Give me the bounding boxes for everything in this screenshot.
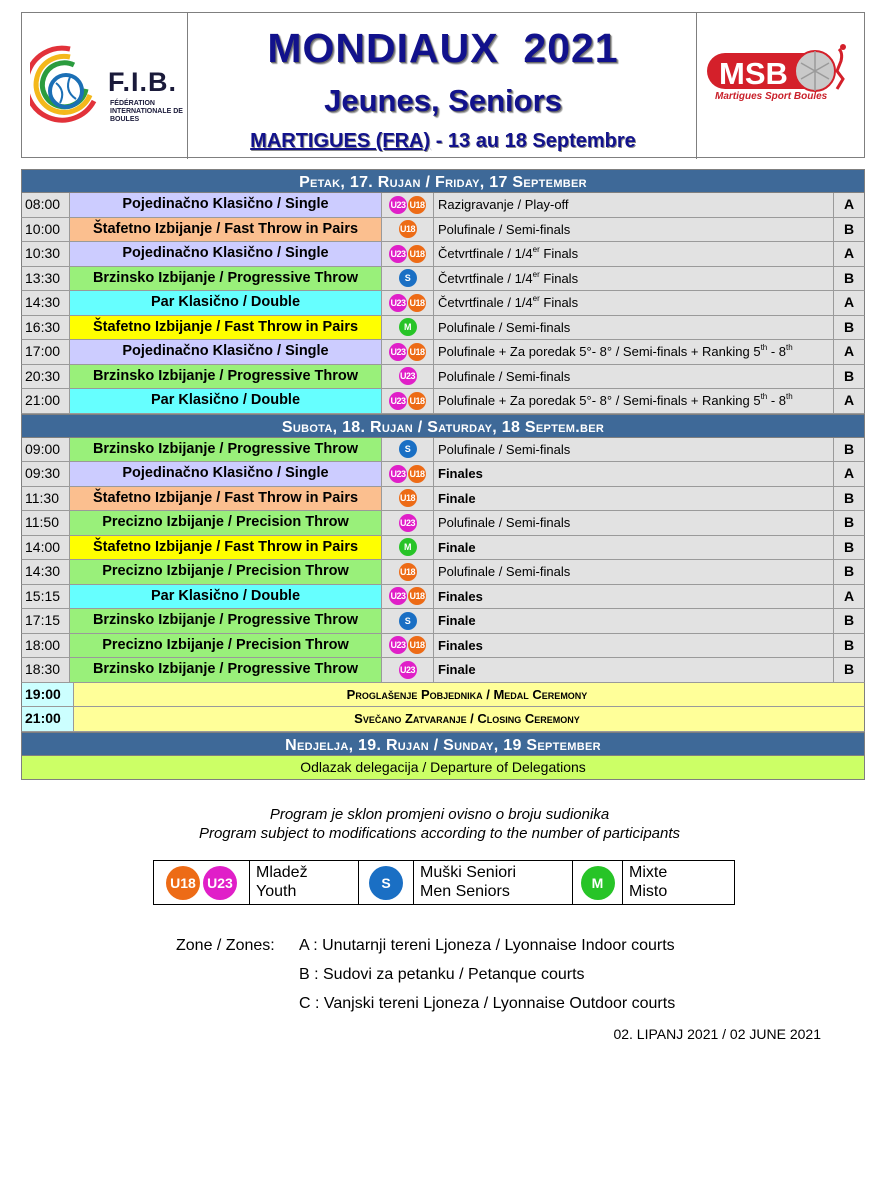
row-categories <box>382 267 434 291</box>
u18-badge-icon: U18 <box>399 220 417 238</box>
row-event: Štafetno Izbijanje / Fast Throw in Pairs <box>70 218 382 242</box>
fib-emblem-icon <box>30 39 102 135</box>
schedule-row <box>21 291 865 316</box>
u23-badge-icon: U23 <box>399 514 417 532</box>
row-event: Par Klasično / Double <box>70 389 382 413</box>
category-legend <box>153 860 735 905</box>
schedule-note <box>0 805 879 843</box>
s-badge-icon: S <box>399 440 417 458</box>
row-round: Finales <box>434 585 834 609</box>
u23-badge-icon: U23 <box>389 465 407 483</box>
row-time: 15:15 <box>22 585 70 609</box>
row-zone: B <box>843 538 855 555</box>
row-categories <box>382 389 434 413</box>
u18-badge-icon: U18 <box>408 636 426 654</box>
day-header-friday: Petak, 17. Rujan / Friday, 17 September <box>21 169 865 193</box>
m-badge-icon: M <box>399 538 417 556</box>
row-zone: B <box>843 636 855 653</box>
row-categories <box>382 585 434 609</box>
legend-mixte-line1: Mixte <box>629 864 668 881</box>
row-zone: B <box>843 563 855 579</box>
row-round: Četvrtfinale / 1/4er Finals <box>434 242 834 266</box>
schedule-row <box>21 462 865 487</box>
row-time: 20:30 <box>22 365 70 389</box>
row-round: Finale <box>434 536 834 560</box>
row-event: Brzinsko Izbijanje / Progressive Throw <box>70 658 382 682</box>
row-time: 09:00 <box>22 438 70 462</box>
fib-logo-name: F.I.B. <box>108 67 178 97</box>
row-round: Finale <box>434 609 834 633</box>
u18-badge-icon: U18 <box>408 392 426 410</box>
ceremony-label: Proglašenje Pobjednika / Medal Ceremony <box>346 686 588 702</box>
event-location: MARTIGUES (FRA) <box>250 130 431 152</box>
row-event: Par Klasično / Double <box>70 291 382 315</box>
row-round: Polufinale + Za poredak 5°- 8° / Semi-finals + Ranking 5th - 8th <box>434 389 834 413</box>
row-time: 21:00 <box>22 389 70 413</box>
row-categories <box>382 193 434 217</box>
row-time: 11:50 <box>22 511 70 535</box>
row-round: Finales <box>434 462 834 486</box>
ceremony-label: Svečano Zatvaranje / Closing Ceremony <box>354 711 580 726</box>
schedule-row <box>21 511 865 536</box>
schedule-row <box>21 609 865 634</box>
row-event: Brzinsko Izbijanje / Progressive Throw <box>70 438 382 462</box>
msb-logo-graphic-icon <box>705 43 855 123</box>
day-header-sunday: Nedjelja, 19. Rujan / Sunday, 19 September <box>21 732 865 756</box>
row-zone: B <box>843 367 855 384</box>
ceremony-row <box>21 707 865 732</box>
u18-badge-icon: U18 <box>399 563 417 581</box>
schedule-row <box>21 658 865 683</box>
u18-badge-icon: U18 <box>408 294 426 312</box>
legend-youth-line1: Mladež <box>256 864 308 881</box>
saturday-rows <box>21 438 865 683</box>
page-title: MONDIAUX 2021 <box>267 25 619 71</box>
zones-label: Zone / Zones: <box>176 937 275 954</box>
legend-seniors-line1: Muški Seniori <box>420 864 517 881</box>
page-subtitle: Jeunes, Seniors <box>324 83 562 118</box>
msb-logo-fullname: Martigues Sport Boules <box>715 91 828 102</box>
row-time: 18:30 <box>22 658 70 682</box>
row-zone: B <box>843 440 855 457</box>
row-zone: B <box>843 489 855 506</box>
s-badge-icon: S <box>399 269 417 287</box>
row-event: Par Klasično / Double <box>70 585 382 609</box>
schedule-row <box>21 536 865 561</box>
row-round: Polufinale + Za poredak 5°- 8° / Semi-finals + Ranking 5th - 8th <box>434 340 834 364</box>
schedule-row <box>21 487 865 512</box>
row-categories <box>382 340 434 364</box>
u18-badge-icon: U18 <box>408 587 426 605</box>
note-line-english: Program subject to modifications according to the number of participants <box>198 825 681 842</box>
mixte-badge-icon: M <box>581 866 615 900</box>
document-date: 02. LIPANJ 2021 / 02 JUNE 2021 <box>613 1026 821 1042</box>
zone-c: C : Vanjski tereni Ljoneza / Lyonnaise Outdoor courts <box>299 995 676 1012</box>
schedule-table <box>21 169 865 780</box>
legend-mixte-text <box>623 861 734 904</box>
u23-badge-icon: U23 <box>389 294 407 312</box>
m-badge-icon: M <box>399 318 417 336</box>
row-zone: A <box>843 587 855 604</box>
row-categories <box>382 365 434 389</box>
schedule-row <box>21 316 865 341</box>
row-round: Finale <box>434 487 834 511</box>
row-time: 13:30 <box>22 267 70 291</box>
row-categories <box>382 218 434 242</box>
document-header <box>21 12 865 158</box>
schedule-row <box>21 438 865 463</box>
row-event: Štafetno Izbijanje / Fast Throw in Pairs <box>70 316 382 340</box>
u18-badge-icon: U18 <box>408 245 426 263</box>
row-zone: A <box>843 245 855 261</box>
u23-badge-icon: U23 <box>389 392 407 410</box>
row-round: Finale <box>434 658 834 682</box>
row-zone: B <box>843 220 855 237</box>
row-round: Četvrtfinale / 1/4er Finals <box>434 267 834 291</box>
row-event: Štafetno Izbijanje / Fast Throw in Pairs <box>70 536 382 560</box>
fib-logo <box>22 13 188 159</box>
seniors-badge-icon: S <box>369 866 403 900</box>
row-event: Pojedinačno Klasično / Single <box>70 462 382 486</box>
row-categories <box>382 536 434 560</box>
row-event: Pojedinačno Klasično / Single <box>70 340 382 364</box>
u23-badge-icon: U23 <box>203 866 237 900</box>
row-categories <box>382 462 434 486</box>
row-round: Polufinale / Semi-finals <box>434 438 834 462</box>
row-time: 17:00 <box>22 340 70 364</box>
row-categories <box>382 511 434 535</box>
row-categories <box>382 487 434 511</box>
row-zone: A <box>843 294 855 310</box>
row-categories <box>382 634 434 658</box>
schedule-row <box>21 193 865 218</box>
row-zone: B <box>843 514 855 530</box>
u23-badge-icon: U23 <box>389 587 407 605</box>
schedule-row <box>21 634 865 659</box>
u23-badge-icon: U23 <box>399 661 417 679</box>
event-dates: - 13 au 18 Septembre <box>430 130 636 152</box>
row-round: Polufinale / Semi-finals <box>434 511 834 535</box>
schedule-row <box>21 365 865 390</box>
row-time: 18:00 <box>22 634 70 658</box>
row-time: 09:30 <box>22 462 70 486</box>
schedule-row <box>21 340 865 365</box>
row-categories <box>382 609 434 633</box>
row-time: 16:30 <box>22 316 70 340</box>
schedule-row <box>21 585 865 610</box>
title-block <box>188 13 698 159</box>
schedule-row <box>21 560 865 585</box>
u23-badge-icon: U23 <box>399 367 417 385</box>
u18-badge-icon: U18 <box>166 866 200 900</box>
zone-b: B : Sudovi za petanku / Petanque courts <box>299 966 585 983</box>
legend-mixte-icons <box>573 861 623 904</box>
departure-row: Odlazak delegacija / Departure of Delegations <box>21 756 865 780</box>
row-event: Pojedinačno Klasično / Single <box>70 193 382 217</box>
row-event: Precizno Izbijanje / Precision Throw <box>70 511 382 535</box>
row-zone: A <box>843 465 855 481</box>
note-line-local: Program je sklon promjeni ovisno o broju sudionika <box>269 806 610 823</box>
u23-badge-icon: U23 <box>389 245 407 263</box>
row-round: Polufinale / Semi-finals <box>434 365 834 389</box>
schedule-row <box>21 389 865 414</box>
u23-badge-icon: U23 <box>389 636 407 654</box>
day-header-saturday: Subota, 18. Rujan / Saturday, 18 Septem.ber <box>21 414 865 438</box>
row-zone: B <box>843 661 855 677</box>
row-time: 14:00 <box>22 536 70 560</box>
row-time: 10:00 <box>22 218 70 242</box>
u18-badge-icon: U18 <box>408 465 426 483</box>
row-event: Brzinsko Izbijanje / Progressive Throw <box>70 609 382 633</box>
schedule-row <box>21 218 865 243</box>
svg-text:MSB: MSB <box>719 56 788 91</box>
row-round: Razigravanje / Play-off <box>434 193 834 217</box>
row-event: Brzinsko Izbijanje / Progressive Throw <box>70 267 382 291</box>
row-round: Polufinale / Semi-finals <box>434 218 834 242</box>
row-categories <box>382 560 434 584</box>
row-categories <box>382 242 434 266</box>
schedule-row <box>21 267 865 292</box>
row-time: 11:30 <box>22 487 70 511</box>
row-categories <box>382 438 434 462</box>
legend-youth-line2: Youth <box>256 883 297 900</box>
u18-badge-icon: U18 <box>408 343 426 361</box>
row-round: Polufinale / Semi-finals <box>434 560 834 584</box>
row-time: 08:00 <box>22 193 70 217</box>
fib-logo-fullname: FÉDÉRATION INTERNATIONALE DE BOULES <box>110 100 183 123</box>
msb-logo <box>696 13 864 159</box>
ceremony-time: 21:00 <box>22 707 74 731</box>
ceremony-time: 19:00 <box>22 683 74 707</box>
row-zone: A <box>843 196 855 212</box>
row-event: Brzinsko Izbijanje / Progressive Throw <box>70 365 382 389</box>
zone-a: A : Unutarnji tereni Ljoneza / Lyonnaise Indoor courts <box>299 937 675 954</box>
row-zone: A <box>843 392 855 408</box>
row-event: Štafetno Izbijanje / Fast Throw in Pairs <box>70 487 382 511</box>
u23-badge-icon: U23 <box>389 343 407 361</box>
schedule-row <box>21 242 865 267</box>
row-categories <box>382 291 434 315</box>
row-event: Precizno Izbijanje / Precision Throw <box>70 560 382 584</box>
row-round: Finales <box>434 634 834 658</box>
u18-badge-icon: U18 <box>408 196 426 214</box>
row-time: 14:30 <box>22 291 70 315</box>
u18-badge-icon: U18 <box>399 489 417 507</box>
row-event: Pojedinačno Klasično / Single <box>70 242 382 266</box>
legend-youth-icons <box>154 861 250 904</box>
row-zone: B <box>843 612 855 628</box>
row-time: 14:30 <box>22 560 70 584</box>
row-time: 10:30 <box>22 242 70 266</box>
legend-seniors-line2: Men Seniors <box>420 883 510 900</box>
legend-seniors-icons <box>359 861 414 904</box>
row-zone: B <box>843 269 855 286</box>
row-zone: A <box>843 343 855 359</box>
legend-youth-text <box>250 861 359 904</box>
row-round: Četvrtfinale / 1/4er Finals <box>434 291 834 315</box>
ceremony-row <box>21 683 865 708</box>
legend-mixte-line2: Misto <box>629 883 668 900</box>
row-zone: B <box>843 318 855 335</box>
row-categories <box>382 658 434 682</box>
s-badge-icon: S <box>399 612 417 630</box>
legend-seniors-text <box>414 861 573 904</box>
friday-rows <box>21 193 865 414</box>
event-location-dates <box>188 130 698 153</box>
row-time: 17:15 <box>22 609 70 633</box>
row-categories <box>382 316 434 340</box>
row-round: Polufinale / Semi-finals <box>434 316 834 340</box>
row-event: Precizno Izbijanje / Precision Throw <box>70 634 382 658</box>
u23-badge-icon: U23 <box>389 196 407 214</box>
